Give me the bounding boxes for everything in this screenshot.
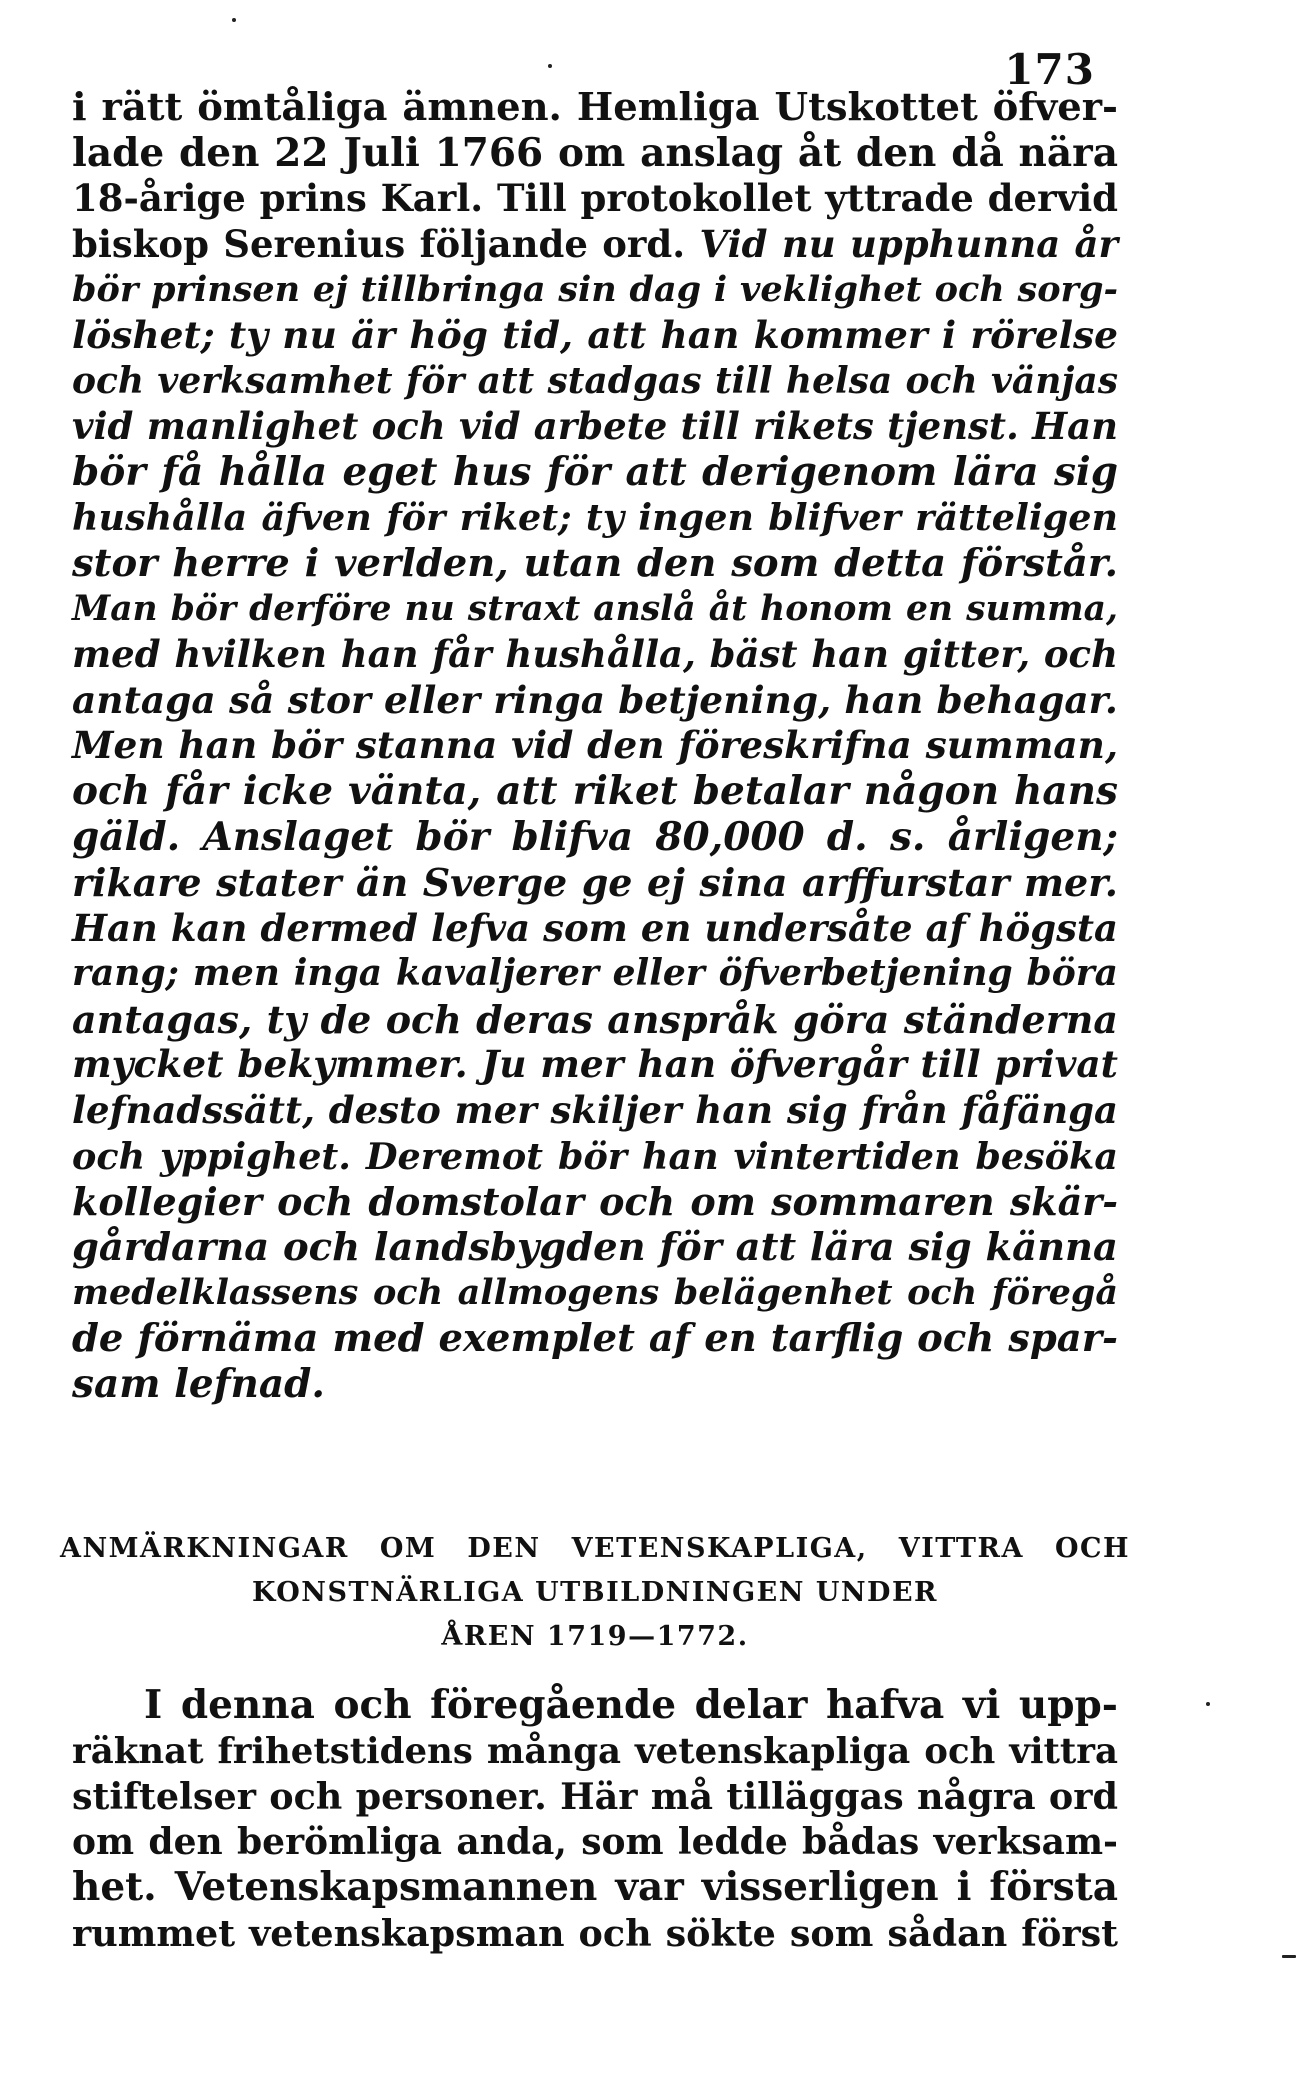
text-line: i rätt ömtåliga ämnen. Hemliga Utskottet öfver- <box>72 85 1118 130</box>
page-number: 173 <box>1004 45 1095 94</box>
text-line: räknat frihetstidens många vetenskapliga och vittra <box>72 1730 1118 1772</box>
text-line: rang; men inga kavaljerer eller öfverbetjening böra <box>72 952 1118 995</box>
text-line: mycket bekymmer. Ju mer han öfvergår till privat <box>72 1042 1118 1087</box>
text-line: sam lefnad. <box>72 1360 325 1407</box>
text-line: het. Vetenskapsmannen var visserligen i första <box>72 1864 1118 1911</box>
print-speck <box>1282 1955 1296 1958</box>
text-line: 18-årige prins Karl. Till protokollet yttrade dervid <box>72 176 1118 221</box>
heading-line: KONSTNÄRLIGA UTBILDNINGEN UNDER <box>252 1577 938 1608</box>
text-line: stiftelser och personer. Här må tilläggas några ord <box>72 1775 1118 1819</box>
text-line: bör prinsen ej tillbringa sin dag i veklighet och sorg- <box>72 269 1118 311</box>
text-line-mixed <box>72 222 1118 268</box>
text-line: gårdarna och landsbygden för att lära sig känna <box>72 1224 1118 1270</box>
text-line: om den berömliga anda, som ledde bådas verksam- <box>72 1820 1118 1863</box>
text-line: och verksamhet för att stadgas till helsa och vänjas <box>72 359 1118 402</box>
text-line: lefnadssätt, desto mer skiljer han sig från fåfänga <box>72 1088 1118 1133</box>
text-roman-part: biskop Serenius följande ord. <box>72 221 700 266</box>
text-line: antaga så stor eller ringa betjening, han behagar. <box>72 677 1118 722</box>
text-line: rikare stater än Sverge ge ej sina arffurstar mer. <box>72 860 1118 906</box>
text-line: hushålla äfven för riket; ty ingen blifver rätteligen <box>72 496 1118 540</box>
text-line: medelklassens och allmogens belägenhet och föregå <box>72 1272 1118 1314</box>
second-section <box>72 1683 1118 1957</box>
text-line: kollegier och domstolar och om sommaren skär- <box>72 1179 1118 1225</box>
section-heading <box>60 1527 1130 1659</box>
text-line: och får icke vänta, att riket betalar någon hans <box>72 767 1118 814</box>
text-line: bör få hålla eget hus för att derigenom lära sig <box>72 448 1118 495</box>
text-line: rummet vetenskapsman och sökte som sådan först <box>72 1911 1118 1955</box>
print-speck <box>548 64 552 68</box>
text-line: gäld. Anslaget bör blifva 80,000 d. s. årligen; <box>72 813 1118 860</box>
text-line: med hvilken han får hushålla, bäst han gitter, och <box>72 632 1118 677</box>
text-line: Han kan dermed lefva som en undersåte af högsta <box>72 905 1118 950</box>
print-speck <box>1206 1702 1210 1706</box>
heading-line: ANMÄRKNINGAR OM DEN VETENSKAPLIGA, VITTRA OCH <box>60 1533 1130 1564</box>
text-line: antagas, ty de och deras anspråk göra ständerna <box>72 996 1118 1042</box>
text-line: lade den 22 Juli 1766 om anslag åt den då nära <box>72 129 1118 176</box>
text-line: Men han bör stanna vid den föreskrifna summan, <box>72 723 1118 768</box>
print-speck <box>232 18 236 22</box>
first-section <box>72 85 1118 1407</box>
text-line: stor herre i verlden, utan den som detta förstår. <box>72 540 1118 586</box>
text-line: löshet; ty nu är hög tid, att han kommer i rörelse <box>72 312 1118 357</box>
text-line: de förnäma med exemplet af en tarflig och spar- <box>72 1316 1118 1362</box>
text-line: Man bör derföre nu straxt anslå åt honom en summa, <box>72 588 1118 629</box>
heading-line: ÅREN 1719—1772. <box>441 1621 749 1652</box>
text-line: I denna och föregående delar hafva vi upp- <box>144 1682 1118 1728</box>
text-line: och yppighet. Deremot bör han vintertiden besöka <box>72 1134 1118 1178</box>
text-italic-part: Vid nu upphunna år <box>699 221 1118 266</box>
text-line: vid manlighet och vid arbete till rikets tjenst. Han <box>72 404 1118 449</box>
